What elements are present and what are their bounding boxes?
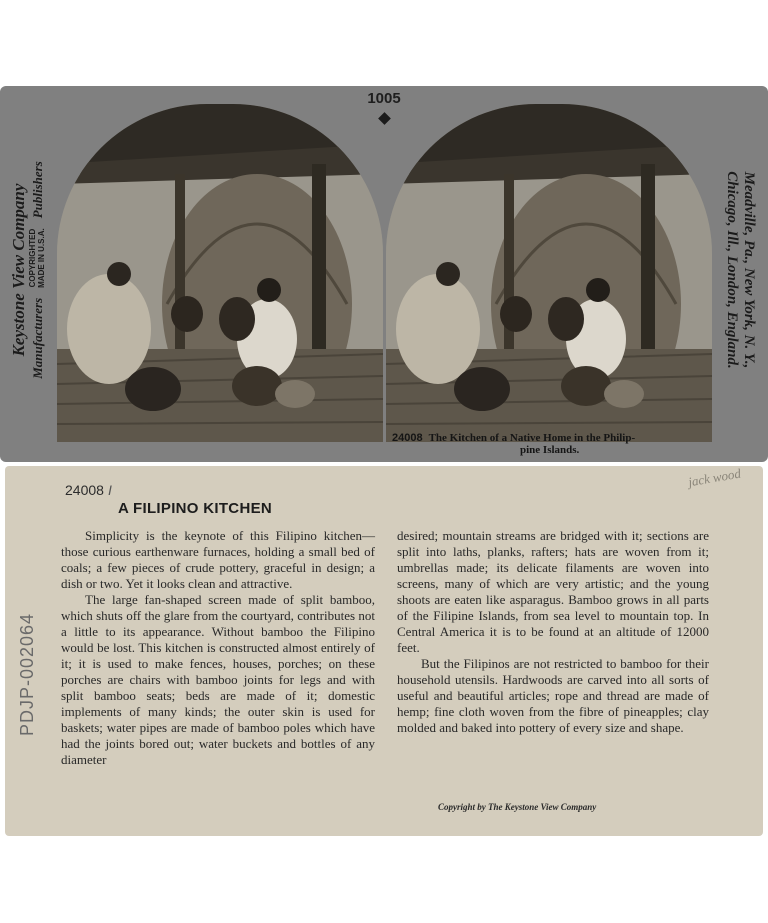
inventory-number: PDJP-002064 [17,612,37,736]
text-column-1 [61,528,375,768]
address-side-text [712,100,768,440]
paragraph: But the Filipinos are not restricted to bamboo for their household utensils. Hardwoods are carved into all sorts of useful and beautiful articles; rope and thread are made of hemp; fine cloth woven from the fibre of pineapples; clay molded and baked into pottery of every size and shape. [397,656,709,735]
handwritten-mark: I [107,482,112,498]
text-column-2 [397,528,709,736]
copyright-notice: Copyright by The Keystone View Company [438,802,597,812]
publisher-publishers: Publishers [29,161,45,219]
publisher-manufacturers: Manufacturers [29,297,45,379]
stereocard-back [5,466,763,836]
penciled-note: jack wood [686,465,742,490]
paragraph: The large fan-shaped screen made of split bamboo, which shuts off the glare from the courtyard, contributes not a little to its appearance. Without bamboo the Filipino would be lost. This kitchen is constructed almost entirely of it; it is used to make fences, houses, porches; on these porches are chairs with bamboo joints for legs and with split bamboo seats; beds are made of it; domestic implements of many kinds; the outer skin is used for baskets; water pipes are made of bamboo poles which have had the joints bored out; water buckets and bottles of any diameter [61,592,375,767]
stereo-photo-right [386,104,712,442]
front-caption [392,432,722,456]
copyright-stamp: COPYRIGHTED MADE IN U.S.A. [28,228,46,288]
publisher-side-text [0,100,56,440]
stereo-photo-left [57,104,383,442]
back-title: A FILIPINO KITCHEN [118,500,273,517]
address-line-1: Meadville, Pa., New York, N. Y., [741,171,757,369]
caption-number: 24008 [392,432,423,444]
caption-line-1: The Kitchen of a Native Home in the Philip- [428,432,636,444]
handwritten-number: 24008 I [65,482,112,498]
paragraph: Simplicity is the keynote of this Filipino kitchen—those curious earthenware furnaces, holding a small bed of coals; a few pieces of crude pottery, graceful in design; a dish or two. Yet it looks clean and attractive. [61,528,375,591]
publisher-name: Keystone View Company [9,183,28,357]
paragraph: desired; mountain streams are bridged with it; sections are split into laths, planks, rafters; hats are woven from it; umbrellas made; its delicate filaments are woven into screens, many of which are very artistic; and the young shoots are eaten like asparagus. Bamboo grows in all parts of the Filipine Islands, from sea level to mountain top. In Central America it is to be found at an altitude of 12000 feet. [397,528,709,655]
stereocard-front [0,86,768,462]
card-number: 1005 [367,90,401,107]
diamond-ornament [378,112,391,125]
address-line-2: Chicago, Ill., London, England. [724,171,740,369]
caption-line-2: pine Islands. [520,444,580,456]
